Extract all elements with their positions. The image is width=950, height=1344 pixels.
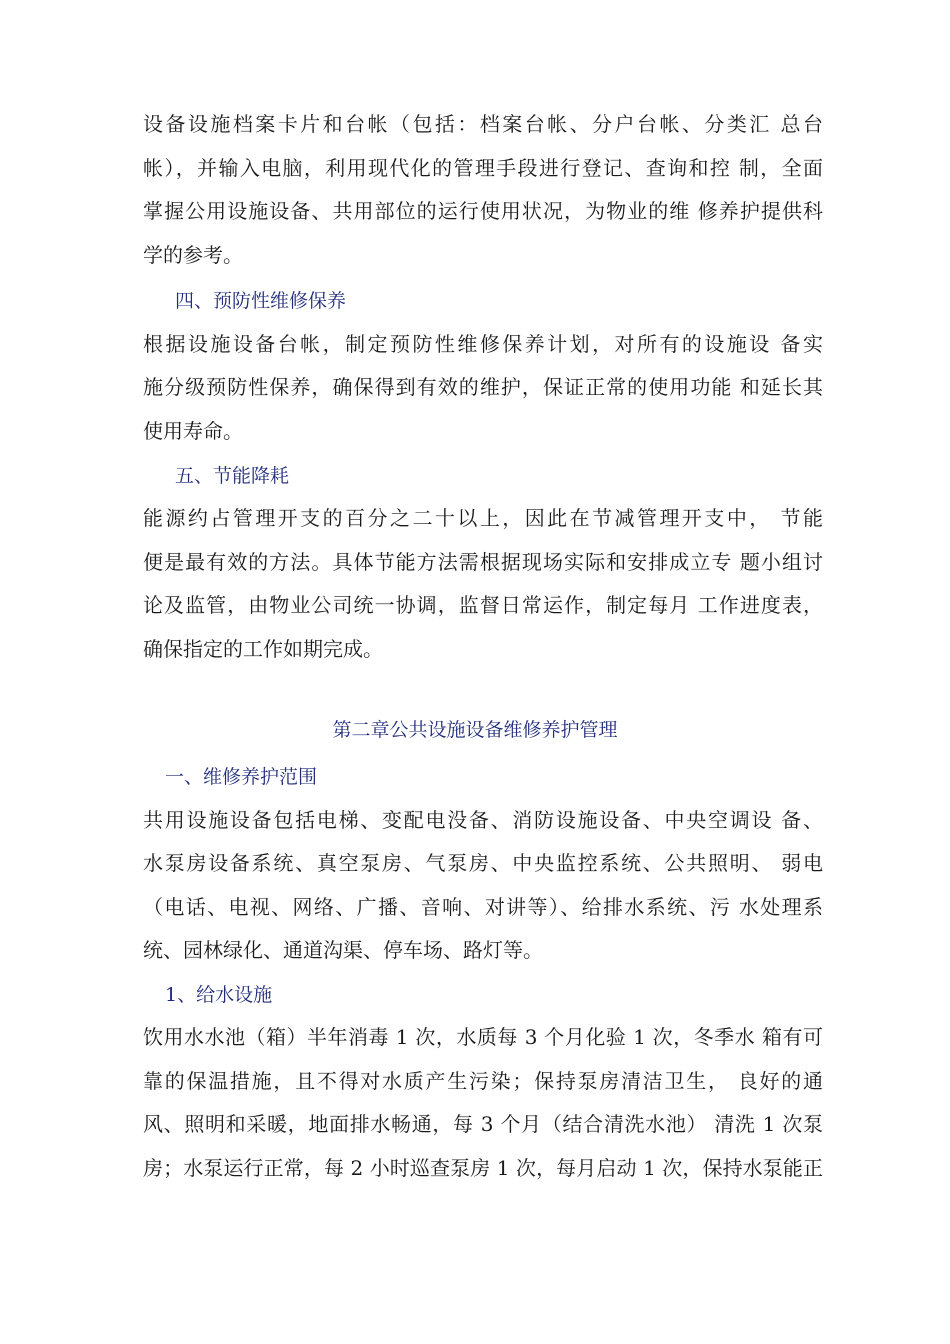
section-heading-energy-saving: 五、节能降耗 (175, 465, 290, 487)
scope-line-4: 统、园林绿化、通道沟渠、停车场、路灯等。 (143, 938, 543, 962)
water-line-4: 房；水泵运行正常，每 2 小时巡查泵房 1 次，每月启动 1 次，保持水泵能正 (143, 1156, 823, 1180)
section-heading-maintenance-scope: 一、维修养护范围 (165, 766, 318, 788)
section-heading-preventive-maintenance: 四、预防性维修保养 (175, 290, 347, 312)
water-line-3: 风、照明和采暖，地面排水畅通，每 3 个月（结合清洗水池） 清洗 1 次泵 (143, 1112, 823, 1136)
scope-line-3: （电话、电视、网络、广播、音响、对讲等）、给排水系统、污 水处理系 (143, 895, 823, 919)
section5-line-1: 能源约占管理开支的百分之二十以上，因此在节减管理开支中， 节能 (143, 506, 823, 530)
section4-line-1: 根据设施设备台帐，制定预防性维修保养计划，对所有的设施设 备实 (143, 332, 823, 356)
scope-line-2: 水泵房设备系统、真空泵房、气泵房、中央监控系统、公共照明、 弱电 (143, 851, 823, 875)
section5-line-4: 确保指定的工作如期完成。 (143, 637, 383, 661)
section5-line-2: 便是最有效的方法。具体节能方法需根据现场实际和安排成立专 题小组讨 (143, 550, 823, 574)
section-heading-water-supply: 1、给水设施 (165, 984, 273, 1006)
intro-line-1: 设备设施档案卡片和台帐（包括：档案台帐、分户台帐、分类汇 总台 (143, 112, 823, 136)
section5-line-3: 论及监管，由物业公司统一协调，监督日常运作，制定每月 工作进度表， (143, 593, 823, 617)
intro-line-4: 学的参考。 (143, 243, 243, 267)
chapter-title: 第二章公共设施设备维修养护管理 (332, 719, 618, 741)
section4-line-2: 施分级预防性保养，确保得到有效的维护，保证正常的使用功能 和延长其 (143, 375, 823, 399)
section4-line-3: 使用寿命。 (143, 419, 243, 443)
scope-line-1: 共用设施设备包括电梯、变配电没备、消防设施设备、中央空调设 备、 (143, 808, 823, 832)
water-line-1: 饮用水水池（箱）半年消毒 1 次，水质每 3 个月化验 1 次，冬季水 箱有可 (143, 1025, 823, 1049)
intro-line-2: 帐），并输入电脑，利用现代化的管理手段进行登记、查询和控 制，全面 (143, 156, 823, 180)
water-line-2: 靠的保温措施，且不得对水质产生污染；保持泵房清洁卫生， 良好的通 (143, 1069, 823, 1093)
intro-line-3: 掌握公用设施设备、共用部位的运行使用状况，为物业的维 修养护提供科 (143, 199, 823, 223)
